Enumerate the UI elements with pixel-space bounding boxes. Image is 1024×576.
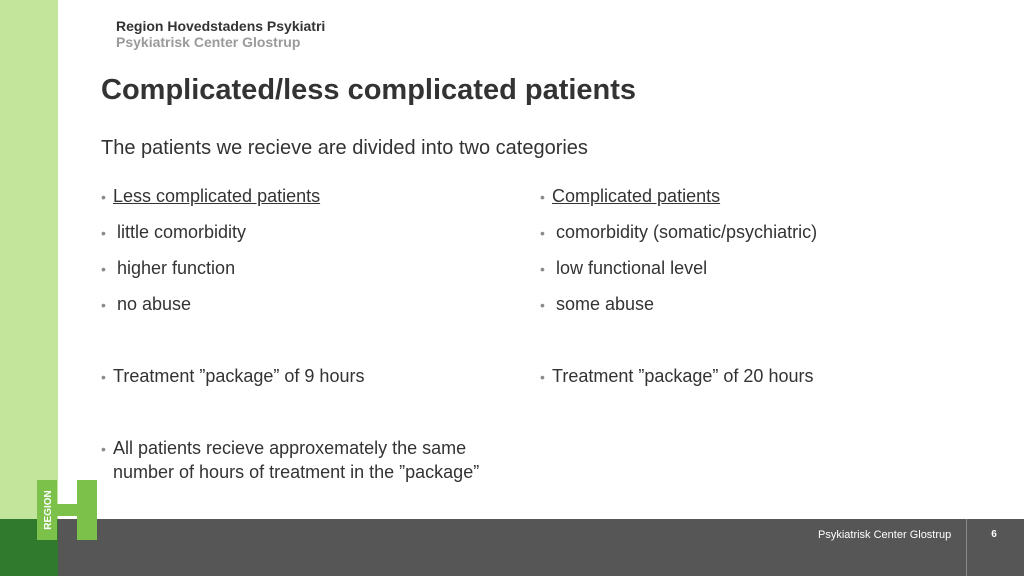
list-item xyxy=(101,222,246,243)
right-item-label: some abuse xyxy=(556,294,655,314)
footer-center-name: Psykiatrisk Center Glostrup xyxy=(818,529,952,541)
list-item xyxy=(101,294,191,315)
list-item xyxy=(101,258,235,279)
list-item xyxy=(540,258,707,279)
right-heading: Complicated patients xyxy=(552,186,721,206)
bullet-dot-icon: • xyxy=(101,261,106,277)
list-item xyxy=(540,294,654,315)
page-number: 6 xyxy=(991,529,997,540)
bullet-dot-icon: • xyxy=(540,189,545,205)
slide-subtitle: The patients we recieve are divided into two categories xyxy=(101,137,588,159)
bullet-dot-icon: • xyxy=(540,261,545,277)
left-note-item xyxy=(101,437,521,484)
bullet-dot-icon: • xyxy=(101,297,106,313)
right-treatment: Treatment ”package” of 20 hours xyxy=(552,366,814,386)
footer-divider xyxy=(966,519,967,576)
right-item-label: low functional level xyxy=(556,258,708,278)
bullet-dot-icon: • xyxy=(540,297,545,313)
left-heading: Less complicated patients xyxy=(113,186,321,206)
bullet-dot-icon: • xyxy=(101,225,106,241)
bullet-dot-icon: • xyxy=(101,441,106,457)
left-note-line1: All patients recieve approxemately the same xyxy=(113,438,467,458)
logo-text: REGION xyxy=(43,490,54,530)
right-treatment-item xyxy=(540,366,813,387)
list-item xyxy=(540,222,817,243)
org-name-line1: Region Hovedstadens Psykiatri xyxy=(116,18,326,34)
right-heading-item xyxy=(540,186,720,207)
region-h-logo xyxy=(37,480,97,540)
left-item-label: little comorbidity xyxy=(117,222,247,242)
left-note-line2: number of hours of treatment in the ”package” xyxy=(113,462,480,482)
left-heading-item xyxy=(101,186,320,207)
right-item-label: comorbidity (somatic/psychiatric) xyxy=(556,222,818,242)
footer-bar xyxy=(58,519,1024,576)
left-treatment-item xyxy=(101,366,364,387)
left-treatment: Treatment ”package” of 9 hours xyxy=(113,366,365,386)
bullet-dot-icon: • xyxy=(101,369,106,385)
left-item-label: no abuse xyxy=(117,294,192,314)
bullet-dot-icon: • xyxy=(101,189,106,205)
bullet-dot-icon: • xyxy=(540,369,545,385)
left-item-label: higher function xyxy=(117,258,236,278)
slide-title: Complicated/less complicated patients xyxy=(101,74,637,106)
bullet-dot-icon: • xyxy=(540,225,545,241)
org-name-line2: Psykiatrisk Center Glostrup xyxy=(116,34,301,50)
